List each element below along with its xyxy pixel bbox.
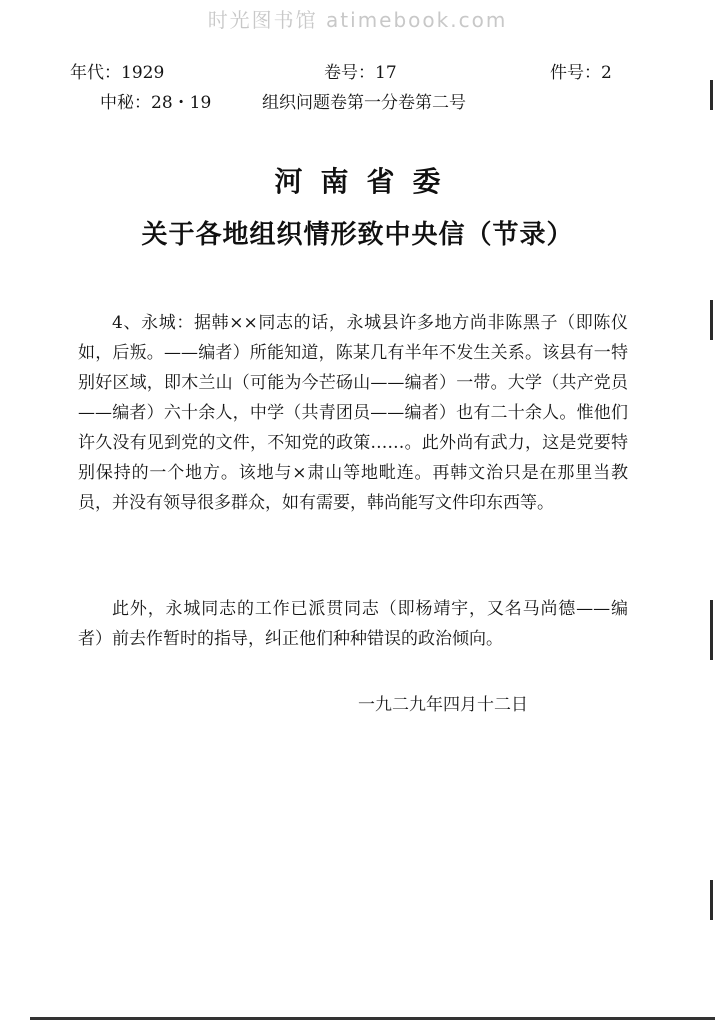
collection-field: 组织问题卷第一分卷第二号 (262, 93, 466, 113)
scan-edge-mark (710, 600, 713, 660)
scan-edge-mark (710, 80, 713, 110)
volume-field: 卷号：17 (324, 63, 397, 83)
body-paragraph-1: 4、永城：据韩××同志的话，永城县许多地方尚非陈黑子（即陈仪如，后叛。——编者）所能知道，陈某几有半年不发生关系。该县有一特别好区域，即木兰山（可能为今芒砀山——编者）一带。大学（共产党员——编者）六十余人，中学（共青团员——编者）也有二十余人。惟他们许久没有见到党的文件，不知党的政策……。此外尚有武力，这是党要特别保持的一个地方。该地与×肃山等地毗连。再韩文治只是在那里当教员，并没有领导很多群众，如有需要，韩尚能写文件印东西等。 (78, 313, 628, 513)
scan-edge-mark (710, 300, 713, 340)
item-field: 件号：2 (550, 63, 612, 83)
secret-number-field: 中秘：28・19 (100, 93, 212, 113)
year-field: 年代：1929 (70, 63, 165, 83)
scan-edge-mark (710, 880, 713, 920)
document-date: 一九二九年四月十二日 (358, 695, 528, 715)
document-subtitle: 关于各地组织情形致中央信（节录） (141, 220, 574, 250)
watermark-text: 时光图书馆 atimebook.com (207, 8, 508, 32)
scan-bottom-edge (30, 1017, 715, 1020)
document-title: 河南省委 (274, 165, 459, 198)
body-paragraph-2: 此外，永城同志的工作已派贯同志（即杨靖宇，又名马尚德——编者）前去作暂时的指导，纠正他们种种错误的政治倾向。 (78, 599, 628, 649)
